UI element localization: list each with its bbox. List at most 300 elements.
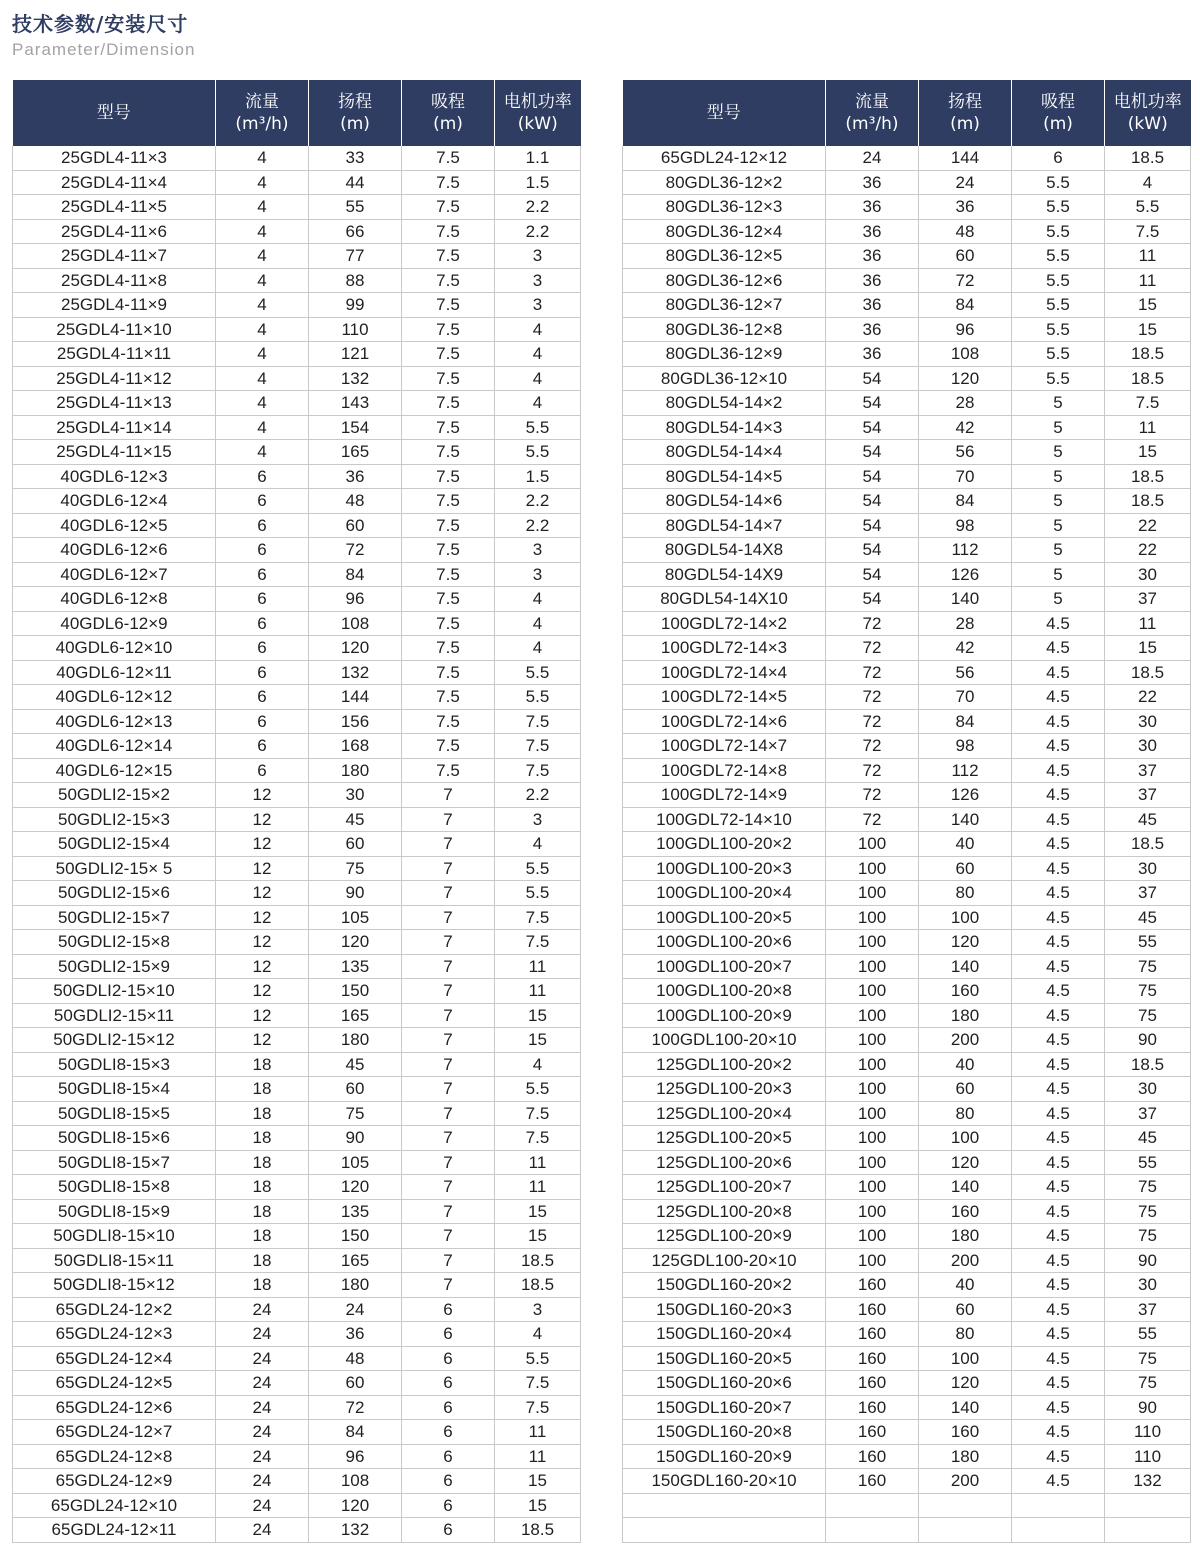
- cell-power: 37: [1105, 881, 1191, 906]
- cell-suction: 7.5: [402, 611, 495, 636]
- cell-head: 160: [919, 1420, 1012, 1445]
- cell-model: 100GDL72-14×7: [623, 734, 826, 759]
- cell-suction: 5: [1012, 489, 1105, 514]
- cell-model: 25GDL4-11×11: [13, 342, 216, 367]
- cell-power: 4: [495, 611, 581, 636]
- cell-model: 50GDLI2-15×12: [13, 1028, 216, 1053]
- cell-suction: 7: [402, 1175, 495, 1200]
- cell-suction: 7: [402, 807, 495, 832]
- cell-suction: 4.5: [1012, 1126, 1105, 1151]
- cell-model: 150GDL160-20×8: [623, 1420, 826, 1445]
- cell-model: 40GDL6-12×9: [13, 611, 216, 636]
- cell-suction: 4.5: [1012, 1346, 1105, 1371]
- table-row: [623, 1395, 1191, 1420]
- page-subtitle: Parameter/Dimension: [12, 40, 196, 59]
- cell-flow: 4: [216, 391, 309, 416]
- cell-flow: 18: [216, 1150, 309, 1175]
- cell-head: 156: [309, 709, 402, 734]
- cell-power: 5.5: [495, 1346, 581, 1371]
- cell-model: 100GDL72-14×10: [623, 807, 826, 832]
- cell-model: 150GDL160-20×2: [623, 1273, 826, 1298]
- cell-power: 7.5: [1105, 219, 1191, 244]
- cell-power: 15: [495, 1028, 581, 1053]
- cell-model: 80GDL54-14×3: [623, 415, 826, 440]
- table-row: [623, 1518, 1191, 1543]
- cell-power: 75: [1105, 1199, 1191, 1224]
- cell-head: 140: [919, 1175, 1012, 1200]
- cell-power: 4: [495, 832, 581, 857]
- cell-flow: 18: [216, 1052, 309, 1077]
- cell-model: 150GDL160-20×3: [623, 1297, 826, 1322]
- table-row: [623, 489, 1191, 514]
- cell-head: [919, 1518, 1012, 1543]
- cell-power: 30: [1105, 562, 1191, 587]
- cell-flow: 12: [216, 954, 309, 979]
- table-row: [13, 195, 581, 220]
- cell-flow: 54: [826, 415, 919, 440]
- table-row: [13, 513, 581, 538]
- cell-suction: 7.5: [402, 464, 495, 489]
- table-row: [623, 146, 1191, 170]
- cell-head: 105: [309, 1150, 402, 1175]
- cell-flow: 100: [826, 1150, 919, 1175]
- cell-flow: 160: [826, 1322, 919, 1347]
- cell-flow: 100: [826, 905, 919, 930]
- cell-flow: 24: [216, 1346, 309, 1371]
- cell-power: 4: [495, 366, 581, 391]
- cell-power: 30: [1105, 1273, 1191, 1298]
- cell-flow: 36: [826, 219, 919, 244]
- cell-power: 30: [1105, 709, 1191, 734]
- cell-flow: 12: [216, 783, 309, 808]
- cell-power: 55: [1105, 1322, 1191, 1347]
- cell-flow: 24: [216, 1420, 309, 1445]
- cell-power: 18.5: [1105, 832, 1191, 857]
- cell-power: 45: [1105, 807, 1191, 832]
- table-row: [623, 170, 1191, 195]
- table-row: [13, 1444, 581, 1469]
- table-header-row: [13, 80, 581, 146]
- col-header-label: 电机功率: [1113, 92, 1182, 112]
- table-row: [13, 685, 581, 710]
- table-row: [13, 1248, 581, 1273]
- cell-model: 40GDL6-12×15: [13, 758, 216, 783]
- cell-head: 160: [919, 979, 1012, 1004]
- cell-flow: 6: [216, 538, 309, 563]
- col-header-label: 吸程: [431, 92, 465, 112]
- cell-head: 36: [309, 1322, 402, 1347]
- cell-head: 96: [919, 317, 1012, 342]
- table-row: [623, 1003, 1191, 1028]
- cell-suction: 4.5: [1012, 685, 1105, 710]
- table-row: [623, 709, 1191, 734]
- spec-table-left: [12, 80, 581, 1543]
- cell-flow: 12: [216, 1028, 309, 1053]
- cell-model: 50GDLI8-15×9: [13, 1199, 216, 1224]
- cell-suction: 4.5: [1012, 783, 1105, 808]
- table-row: [13, 1346, 581, 1371]
- col-header-model: [13, 80, 216, 146]
- cell-flow: 18: [216, 1199, 309, 1224]
- table-row: [13, 1224, 581, 1249]
- table-row: [13, 244, 581, 269]
- cell-flow: 24: [216, 1322, 309, 1347]
- cell-head: 180: [919, 1444, 1012, 1469]
- cell-suction: 7: [402, 1101, 495, 1126]
- cell-model: 65GDL24-12×12: [623, 146, 826, 170]
- cell-model: 100GDL100-20×7: [623, 954, 826, 979]
- cell-head: 55: [309, 195, 402, 220]
- cell-flow: 100: [826, 954, 919, 979]
- cell-suction: 7.5: [402, 268, 495, 293]
- cell-flow: 100: [826, 881, 919, 906]
- cell-model: 125GDL100-20×4: [623, 1101, 826, 1126]
- cell-suction: 4.5: [1012, 1150, 1105, 1175]
- cell-flow: 72: [826, 807, 919, 832]
- table-row: [623, 832, 1191, 857]
- cell-power: 7.5: [495, 905, 581, 930]
- table-row: [13, 391, 581, 416]
- cell-suction: 5: [1012, 562, 1105, 587]
- cell-model: 25GDL4-11×4: [13, 170, 216, 195]
- cell-flow: 18: [216, 1248, 309, 1273]
- cell-flow: 100: [826, 832, 919, 857]
- cell-suction: 4.5: [1012, 1052, 1105, 1077]
- cell-flow: 100: [826, 1028, 919, 1053]
- cell-model: 80GDL36-12×10: [623, 366, 826, 391]
- cell-suction: 4.5: [1012, 734, 1105, 759]
- cell-power: 3: [495, 538, 581, 563]
- table-row: [623, 415, 1191, 440]
- cell-head: 154: [309, 415, 402, 440]
- cell-power: 7.5: [495, 758, 581, 783]
- cell-suction: 4.5: [1012, 1248, 1105, 1273]
- cell-suction: 4.5: [1012, 1444, 1105, 1469]
- cell-flow: 6: [216, 464, 309, 489]
- cell-head: 30: [309, 783, 402, 808]
- cell-suction: 4.5: [1012, 1273, 1105, 1298]
- table-row: [623, 464, 1191, 489]
- cell-model: 80GDL54-14X10: [623, 587, 826, 612]
- cell-model: 150GDL160-20×7: [623, 1395, 826, 1420]
- cell-flow: 24: [216, 1395, 309, 1420]
- cell-model: 25GDL4-11×13: [13, 391, 216, 416]
- cell-head: 36: [309, 464, 402, 489]
- cell-power: 1.5: [495, 464, 581, 489]
- cell-model: 80GDL36-12×5: [623, 244, 826, 269]
- table-row: [623, 1493, 1191, 1518]
- cell-flow: 18: [216, 1175, 309, 1200]
- cell-head: 40: [919, 832, 1012, 857]
- cell-model: 25GDL4-11×10: [13, 317, 216, 342]
- cell-head: 100: [919, 1346, 1012, 1371]
- table-row: [623, 1273, 1191, 1298]
- cell-suction: 7: [402, 1224, 495, 1249]
- cell-head: 99: [309, 293, 402, 318]
- cell-flow: 24: [216, 1518, 309, 1543]
- cell-model: 50GDLI8-15×8: [13, 1175, 216, 1200]
- cell-power: 18.5: [495, 1248, 581, 1273]
- table-row: [623, 391, 1191, 416]
- cell-suction: 7.5: [402, 734, 495, 759]
- cell-suction: 7: [402, 1273, 495, 1298]
- cell-head: 42: [919, 415, 1012, 440]
- cell-model: 50GDLI8-15×6: [13, 1126, 216, 1151]
- cell-flow: 4: [216, 440, 309, 465]
- cell-flow: 54: [826, 489, 919, 514]
- cell-flow: 100: [826, 1126, 919, 1151]
- table-row: [623, 1175, 1191, 1200]
- cell-flow: 12: [216, 1003, 309, 1028]
- cell-suction: 4.5: [1012, 881, 1105, 906]
- cell-flow: 24: [826, 146, 919, 170]
- cell-suction: 7.5: [402, 685, 495, 710]
- col-header-unit: (m³/h): [235, 114, 289, 134]
- cell-flow: 12: [216, 905, 309, 930]
- cell-model: 65GDL24-12×6: [13, 1395, 216, 1420]
- cell-model: 50GDLI2-15×11: [13, 1003, 216, 1028]
- cell-power: 11: [1105, 611, 1191, 636]
- table-row: [623, 219, 1191, 244]
- cell-head: 80: [919, 881, 1012, 906]
- cell-power: 75: [1105, 1224, 1191, 1249]
- cell-model: [623, 1518, 826, 1543]
- cell-head: 105: [309, 905, 402, 930]
- cell-power: 45: [1105, 905, 1191, 930]
- cell-head: 60: [919, 1077, 1012, 1102]
- table-row: [623, 513, 1191, 538]
- table-row: [13, 415, 581, 440]
- cell-model: 65GDL24-12×9: [13, 1469, 216, 1494]
- cell-flow: 12: [216, 979, 309, 1004]
- cell-power: 7.5: [495, 930, 581, 955]
- cell-suction: 7: [402, 832, 495, 857]
- table-row: [623, 954, 1191, 979]
- cell-power: 11: [1105, 244, 1191, 269]
- cell-model: 65GDL24-12×5: [13, 1371, 216, 1396]
- cell-head: 75: [309, 856, 402, 881]
- cell-head: 60: [919, 1297, 1012, 1322]
- table-row: [13, 856, 581, 881]
- cell-head: 98: [919, 734, 1012, 759]
- cell-power: 11: [495, 954, 581, 979]
- cell-power: 11: [495, 1175, 581, 1200]
- table-row: [13, 954, 581, 979]
- cell-flow: 4: [216, 415, 309, 440]
- table-row: [623, 881, 1191, 906]
- cell-suction: 7.5: [402, 440, 495, 465]
- cell-suction: [1012, 1493, 1105, 1518]
- cell-suction: 7.5: [402, 342, 495, 367]
- table-row: [13, 1175, 581, 1200]
- col-header-label: 扬程: [338, 92, 372, 112]
- col-header-unit: (m³/h): [845, 114, 899, 134]
- col-header-flow: [826, 80, 919, 146]
- cell-suction: 7: [402, 1199, 495, 1224]
- cell-flow: 100: [826, 856, 919, 881]
- cell-flow: 72: [826, 660, 919, 685]
- table-row: [623, 758, 1191, 783]
- table-row: [623, 562, 1191, 587]
- cell-model: 50GDLI2-15×2: [13, 783, 216, 808]
- cell-power: 4: [495, 317, 581, 342]
- cell-suction: 5.5: [1012, 317, 1105, 342]
- cell-power: 5.5: [495, 856, 581, 881]
- cell-head: 180: [309, 1028, 402, 1053]
- cell-head: 28: [919, 611, 1012, 636]
- cell-head: 126: [919, 562, 1012, 587]
- cell-model: 40GDL6-12×3: [13, 464, 216, 489]
- cell-head: 120: [919, 1150, 1012, 1175]
- cell-head: 60: [309, 1371, 402, 1396]
- cell-model: 40GDL6-12×11: [13, 660, 216, 685]
- cell-suction: 4.5: [1012, 758, 1105, 783]
- cell-power: 7.5: [495, 1101, 581, 1126]
- cell-power: 75: [1105, 1003, 1191, 1028]
- cell-head: 48: [309, 1346, 402, 1371]
- table-row: [623, 1126, 1191, 1151]
- cell-head: 56: [919, 440, 1012, 465]
- cell-suction: 5: [1012, 391, 1105, 416]
- cell-power: 18.5: [1105, 1052, 1191, 1077]
- cell-power: 75: [1105, 1346, 1191, 1371]
- cell-model: 125GDL100-20×8: [623, 1199, 826, 1224]
- cell-power: 2.2: [495, 513, 581, 538]
- cell-head: 180: [919, 1224, 1012, 1249]
- cell-flow: 4: [216, 317, 309, 342]
- cell-model: 100GDL100-20×9: [623, 1003, 826, 1028]
- cell-flow: 100: [826, 1077, 919, 1102]
- cell-model: 150GDL160-20×6: [623, 1371, 826, 1396]
- cell-power: 11: [495, 1444, 581, 1469]
- cell-head: 120: [919, 930, 1012, 955]
- table-row: [13, 783, 581, 808]
- table-row: [623, 905, 1191, 930]
- cell-model: 100GDL100-20×3: [623, 856, 826, 881]
- cell-power: 7.5: [1105, 391, 1191, 416]
- cell-model: 50GDLI8-15×7: [13, 1150, 216, 1175]
- cell-head: 200: [919, 1469, 1012, 1494]
- cell-model: 25GDL4-11×12: [13, 366, 216, 391]
- cell-head: 96: [309, 1444, 402, 1469]
- cell-model: 150GDL160-20×9: [623, 1444, 826, 1469]
- cell-suction: 4.5: [1012, 1028, 1105, 1053]
- cell-flow: 12: [216, 856, 309, 881]
- cell-model: 80GDL54-14X8: [623, 538, 826, 563]
- cell-suction: 5: [1012, 464, 1105, 489]
- table-row: [13, 709, 581, 734]
- table-row: [623, 440, 1191, 465]
- cell-model: 125GDL100-20×2: [623, 1052, 826, 1077]
- cell-head: 45: [309, 1052, 402, 1077]
- cell-suction: 5: [1012, 538, 1105, 563]
- cell-flow: 6: [216, 709, 309, 734]
- table-row: [623, 930, 1191, 955]
- cell-flow: 6: [216, 513, 309, 538]
- table-row: [13, 1101, 581, 1126]
- cell-flow: 36: [826, 170, 919, 195]
- cell-power: 15: [495, 1469, 581, 1494]
- cell-model: 25GDL4-11×7: [13, 244, 216, 269]
- cell-power: 4: [495, 636, 581, 661]
- cell-suction: 7: [402, 1077, 495, 1102]
- cell-head: 112: [919, 538, 1012, 563]
- cell-suction: 6: [1012, 146, 1105, 170]
- cell-model: 25GDL4-11×15: [13, 440, 216, 465]
- table-row: [623, 1371, 1191, 1396]
- cell-head: 44: [309, 170, 402, 195]
- table-row: [623, 856, 1191, 881]
- cell-flow: 12: [216, 930, 309, 955]
- cell-suction: 4.5: [1012, 1395, 1105, 1420]
- cell-model: 40GDL6-12×7: [13, 562, 216, 587]
- cell-suction: 7.5: [402, 415, 495, 440]
- cell-head: 132: [309, 660, 402, 685]
- cell-suction: 6: [402, 1371, 495, 1396]
- table-row: [13, 1052, 581, 1077]
- cell-power: 37: [1105, 783, 1191, 808]
- cell-model: 100GDL100-20×4: [623, 881, 826, 906]
- table-row: [13, 219, 581, 244]
- cell-flow: 36: [826, 293, 919, 318]
- table-row: [13, 1150, 581, 1175]
- cell-suction: 4.5: [1012, 660, 1105, 685]
- cell-model: 125GDL100-20×3: [623, 1077, 826, 1102]
- cell-head: 60: [919, 244, 1012, 269]
- cell-power: 18.5: [1105, 342, 1191, 367]
- cell-head: 120: [919, 366, 1012, 391]
- cell-flow: 54: [826, 587, 919, 612]
- cell-model: 50GDLI8-15×10: [13, 1224, 216, 1249]
- cell-suction: 7: [402, 1126, 495, 1151]
- col-header-suction: [402, 80, 495, 146]
- cell-power: 75: [1105, 954, 1191, 979]
- table-row: [623, 268, 1191, 293]
- col-header-head: [309, 80, 402, 146]
- cell-head: 120: [309, 636, 402, 661]
- cell-head: 60: [309, 832, 402, 857]
- cell-head: 45: [309, 807, 402, 832]
- cell-model: 50GDLI8-15×11: [13, 1248, 216, 1273]
- table-row: [13, 905, 581, 930]
- cell-model: 40GDL6-12×14: [13, 734, 216, 759]
- cell-power: 5.5: [495, 660, 581, 685]
- cell-flow: 160: [826, 1346, 919, 1371]
- table-row: [13, 464, 581, 489]
- cell-power: 3: [495, 807, 581, 832]
- cell-model: 50GDLI2-15×7: [13, 905, 216, 930]
- cell-suction: 5: [1012, 440, 1105, 465]
- cell-model: 40GDL6-12×8: [13, 587, 216, 612]
- cell-model: 80GDL36-12×3: [623, 195, 826, 220]
- cell-suction: 7.5: [402, 391, 495, 416]
- cell-model: 65GDL24-12×7: [13, 1420, 216, 1445]
- cell-head: 70: [919, 464, 1012, 489]
- cell-head: 60: [919, 856, 1012, 881]
- cell-power: 5.5: [495, 881, 581, 906]
- cell-model: 50GDLI8-15×4: [13, 1077, 216, 1102]
- cell-head: 90: [309, 881, 402, 906]
- cell-head: 84: [919, 489, 1012, 514]
- table-row: [623, 1322, 1191, 1347]
- cell-power: 4: [495, 391, 581, 416]
- cell-suction: 7: [402, 954, 495, 979]
- cell-model: 40GDL6-12×12: [13, 685, 216, 710]
- cell-power: 18.5: [1105, 146, 1191, 170]
- cell-flow: 160: [826, 1469, 919, 1494]
- cell-head: 42: [919, 636, 1012, 661]
- cell-suction: 6: [402, 1444, 495, 1469]
